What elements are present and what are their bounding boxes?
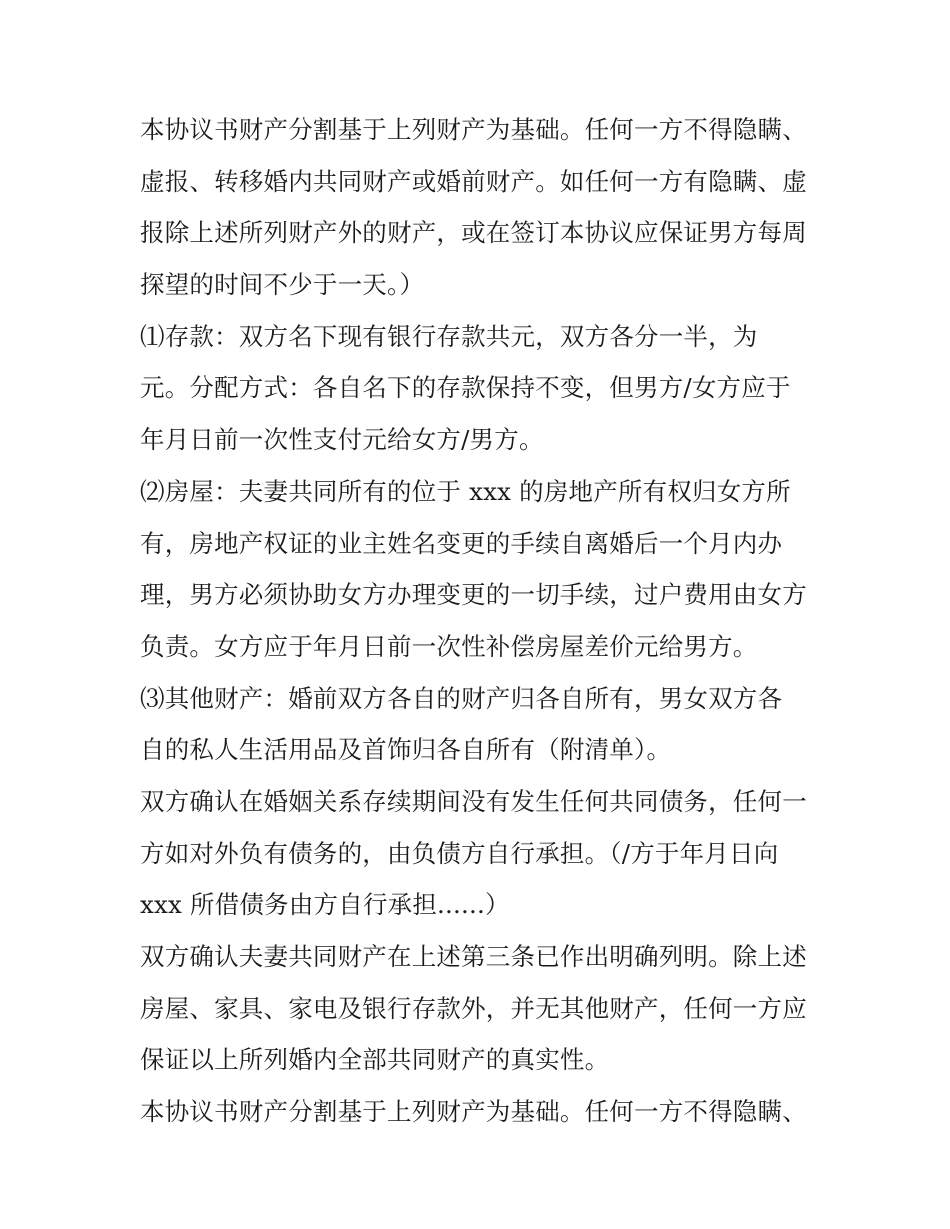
- text-line: 有，房地产权证的业主姓名变更的手续自离婚后一个月内办: [140, 528, 783, 558]
- text-line: 探望的时间不少于一天。）: [140, 270, 425, 300]
- text-line: 虚报、转移婚内共同财产或婚前财产。如任何一方有隐瞒、虚: [140, 166, 807, 196]
- text-line: 双方确认在婚姻关系存续期间没有发生任何共同债务，任何一: [140, 786, 807, 816]
- text-line: 方如对外负有债务的，由负债方自行承担。（/方于年月日向: [140, 838, 779, 868]
- text-line: 自的私人生活用品及首饰归各自所有（附清单）。: [140, 735, 672, 765]
- document-body: [140, 104, 820, 1138]
- text-line: 理，男方必须协助女方办理变更的一切手续，过户费用由女方: [140, 580, 807, 610]
- text-line: 本协议书财产分割基于上列财产为基础。任何一方不得隐瞒、: [140, 1097, 807, 1127]
- text-line: 房屋、家具、家电及银行存款外，并无其他财产，任何一方应: [140, 993, 807, 1023]
- text-line: xxx 所借债务由方自行承担......）: [140, 890, 510, 920]
- text-line: 元。分配方式：各自名下的存款保持不变，但男方/女方应于: [140, 373, 791, 403]
- text-line: 年月日前一次性支付元给女方/男方。: [140, 425, 544, 455]
- text-line: 负责。女方应于年月日前一次性补偿房屋差价元给男方。: [140, 631, 758, 661]
- text-line: ⑶其他财产：婚前双方各自的财产归各自所有，男女双方各: [140, 683, 783, 713]
- text-line: ⑴存款：双方名下现有银行存款共元，双方各分一半，为: [140, 321, 758, 351]
- text-line: 报除上述所列财产外的财产，或在签订本协议应保证男方每周: [140, 218, 807, 248]
- text-line: 本协议书财产分割基于上列财产为基础。任何一方不得隐瞒、: [140, 115, 807, 144]
- text-line: ⑵房屋：夫妻共同所有的位于 xxx 的房地产所有权归女方所: [140, 476, 791, 506]
- text-line: 双方确认夫妻共同财产在上述第三条已作出明确列明。除上述: [140, 942, 807, 971]
- text-line: 保证以上所列婚内全部共同财产的真实性。: [140, 1045, 610, 1075]
